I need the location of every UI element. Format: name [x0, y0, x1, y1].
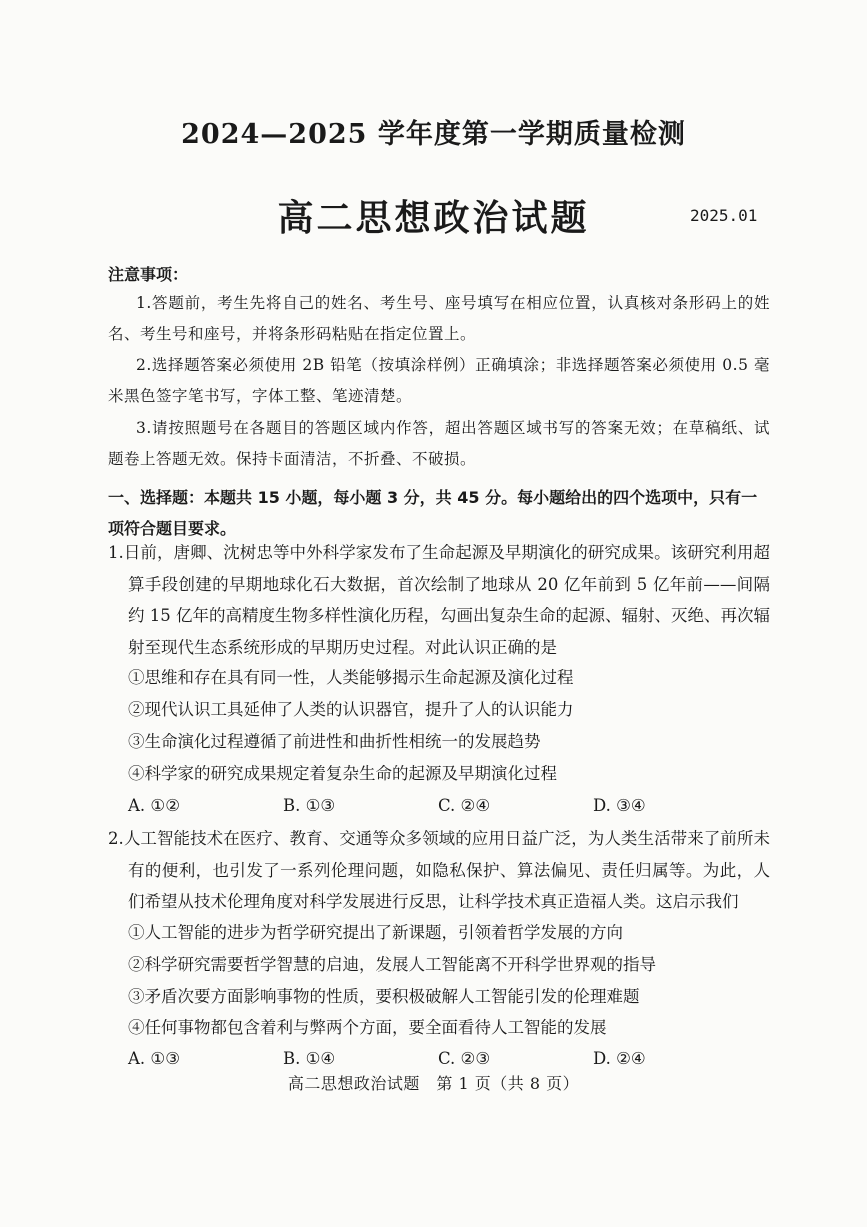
question-option: ①人工智能的进步为哲学研究提出了新课题，引领着哲学发展的方向	[128, 923, 623, 942]
answer-choice-b: B. ①③	[283, 796, 336, 815]
page-footer: 高二思想政治试题 第 1 页（共 8 页）	[287, 1074, 580, 1093]
note-item: 2.选择题答案必须使用 2B 铅笔（按填涂样例）正确填涂；非选择题答案必须使用 0.5 毫米黑色签字笔书写，字体工整、笔迹清楚。	[108, 356, 770, 405]
note-item: 3.请按照题号在各题目的答题区域内作答，超出答题区域书写的答案无效；在草稿纸、试题卷上答题无效。保持卡面清洁，不折叠、不破损。	[108, 419, 770, 468]
question-stem: 1.日前，唐卿、沈树忠等中外科学家发布了生命起源及早期演化的研究成果。该研究利用超算手段创建的早期地球化石大数据，首次绘制了地球从 20 亿年前到 5 亿年前——间隔约 15 亿年的高精度生物多样性演化历程，勾画出复杂生命的起源、辐射、灭绝、再次辐射至现代生态系统形成的早期历史过程。对此认识正确的是	[108, 543, 770, 657]
answer-choices	[128, 790, 768, 822]
exam-date: 2025.01	[690, 206, 758, 225]
section-intro: 一、选择题：本题共 15 小题，每小题 3 分，共 45 分。每小题给出的四个选项中，只有一项符合题目要求。	[108, 488, 758, 538]
answer-choice-d: D. ③④	[593, 796, 646, 815]
question-option: ②现代认识工具延伸了人类的认识器官，提升了人的认识能力	[128, 700, 574, 719]
answer-choice-d: D. ②④	[593, 1049, 646, 1068]
subject-title: 高二思想政治试题	[277, 197, 590, 239]
answer-choice-b: B. ①④	[283, 1049, 336, 1068]
question-option: ②科学研究需要哲学智慧的启迪，发展人工智能离不开科学世界观的指导	[128, 955, 656, 974]
question-option: ①思维和存在具有同一性，人类能够揭示生命起源及演化过程	[128, 668, 574, 687]
notes-heading: 注意事项：	[108, 265, 189, 284]
question-option: ③矛盾次要方面影响事物的性质，要积极破解人工智能引发的伦理难题	[128, 987, 640, 1006]
answer-choice-a: A. ①③	[128, 1049, 180, 1068]
question-option: ③生命演化过程遵循了前进性和曲折性相统一的发展趋势	[128, 732, 541, 751]
exam-header-title: 2024—2025 学年度第一学期质量检测	[181, 119, 686, 150]
question-option: ④科学家的研究成果规定着复杂生命的起源及早期演化过程	[128, 764, 557, 783]
answer-choice-c: C. ②③	[438, 1049, 491, 1068]
question-option: ④任何事物都包含着利与弊两个方面，要全面看待人工智能的发展	[128, 1018, 607, 1037]
question-stem: 2.人工智能技术在医疗、教育、交通等众多领域的应用日益广泛，为人类生活带来了前所未有的便利，也引发了一系列伦理问题，如隐私保护、算法偏见、责任归属等。为此，人们希望从技术伦理角度对科学发展进行反思，让科学技术真正造福人类。这启示我们	[108, 829, 770, 911]
answer-choice-c: C. ②④	[438, 796, 491, 815]
note-item: 1.答题前，考生先将自己的姓名、考生号、座号填写在相应位置，认真核对条形码上的姓名、考生号和座号，并将条形码粘贴在指定位置上。	[108, 294, 770, 343]
answer-choice-a: A. ①②	[128, 796, 180, 815]
